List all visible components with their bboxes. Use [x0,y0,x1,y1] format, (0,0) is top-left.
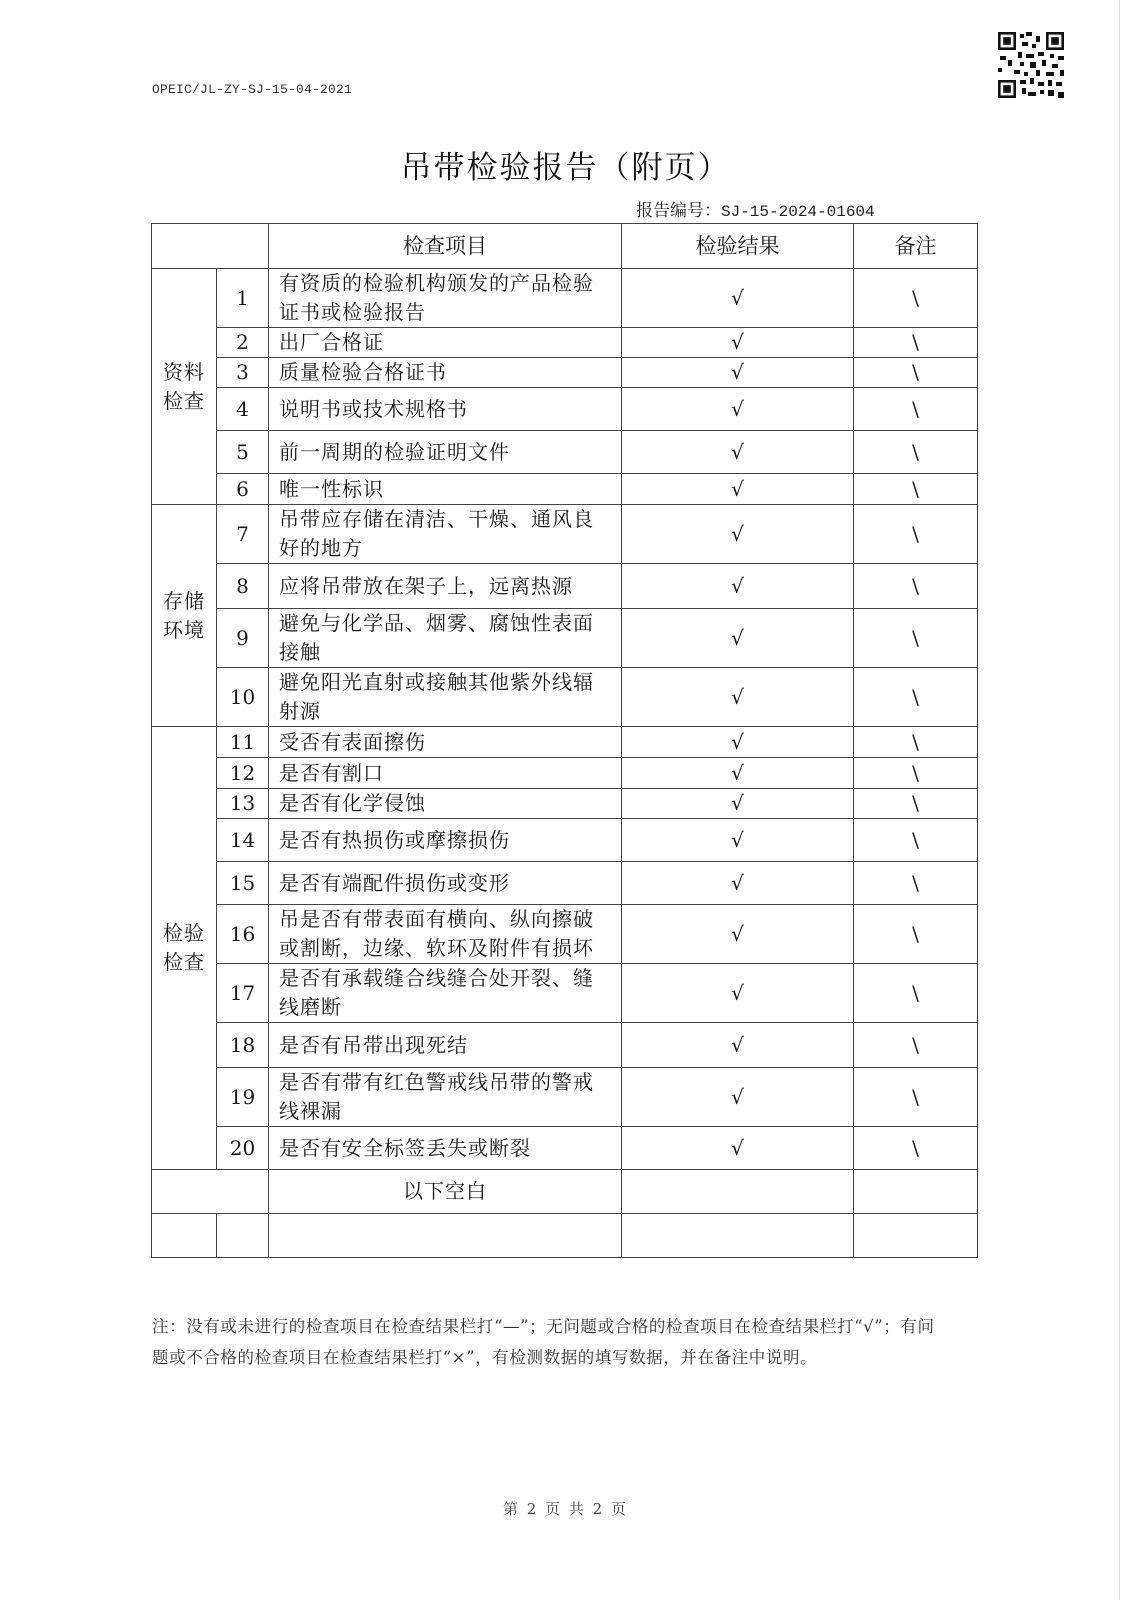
table-row [152,862,978,905]
table-row [152,388,978,431]
result-cell: √ [622,431,854,474]
blank-cell [622,1214,854,1258]
table-row [152,505,978,564]
table-row [152,269,978,328]
row-number: 16 [217,905,269,964]
row-number: 15 [217,862,269,905]
remark-cell: \ [854,505,978,564]
result-cell: √ [622,862,854,905]
remark-cell: \ [854,564,978,609]
item-text: 前一周期的检验证明文件 [269,431,622,474]
remark-cell: \ [854,609,978,668]
item-text: 是否有吊带出现死结 [269,1023,622,1068]
category-cell: 检验检查 [152,727,217,1170]
remark-cell: \ [854,727,978,758]
item-text: 是否有承载缝合线缝合处开裂、缝线磨断 [269,964,622,1023]
remark-cell: \ [854,388,978,431]
blank-cell [622,1170,854,1214]
row-number: 5 [217,431,269,474]
item-text: 是否有热损伤或摩擦损伤 [269,819,622,862]
row-number: 18 [217,1023,269,1068]
category-cell: 资料检查 [152,269,217,505]
table-row [152,358,978,388]
table-row [152,758,978,789]
item-text: 吊带应存储在清洁、干燥、通风良好的地方 [269,505,622,564]
item-text: 是否有化学侵蚀 [269,789,622,819]
row-number: 13 [217,789,269,819]
row-number: 12 [217,758,269,789]
row-number: 3 [217,358,269,388]
row-number: 2 [217,328,269,358]
row-number: 19 [217,1068,269,1127]
table-row [152,609,978,668]
blank-cell [854,1214,978,1258]
blank-row [152,1170,978,1214]
report-number-label: 报告编号： [636,201,721,221]
result-cell: √ [622,964,854,1023]
result-cell: √ [622,269,854,328]
table-row [152,789,978,819]
item-text: 是否有安全标签丢失或断裂 [269,1127,622,1170]
inspection-table [151,223,978,1258]
result-cell: √ [622,1023,854,1068]
remark-cell: \ [854,862,978,905]
table-row [152,819,978,862]
result-cell: √ [622,505,854,564]
blank-cell [217,1214,269,1258]
table-row [152,964,978,1023]
item-text: 受否有表面擦伤 [269,727,622,758]
item-text: 是否有端配件损伤或变形 [269,862,622,905]
qr-code-icon [998,32,1064,98]
table-row [152,668,978,727]
page-edge-line [1119,0,1120,1600]
row-number: 7 [217,505,269,564]
table-row [152,431,978,474]
item-text: 说明书或技术规格书 [269,388,622,431]
table-row [152,1023,978,1068]
remark-cell: \ [854,358,978,388]
category-cell: 存储环境 [152,505,217,727]
page-footer: 第 2 页 共 2 页 [503,1500,628,1518]
header-item: 检查项目 [269,224,622,269]
blank-row [152,1214,978,1258]
report-number-value: SJ-15-2024-01604 [721,203,875,221]
footnote: 注：没有或未进行的检查项目在检查结果栏打“—”；无问题或合格的检查项目在检查结果栏打“√”；有问题或不合格的检查项目在检查结果栏打“×”，有检测数据的填写数据，并在备注中说明。 [152,1317,935,1367]
item-text: 避免与化学品、烟雾、腐蚀性表面接触 [269,609,622,668]
remark-cell: \ [854,668,978,727]
table-header-row [152,224,978,269]
document-code: OPEIC/JL-ZY-SJ-15-04-2021 [152,82,353,97]
table-row [152,474,978,505]
row-number: 20 [217,1127,269,1170]
blank-cell [854,1170,978,1214]
table-row [152,1127,978,1170]
item-text: 唯一性标识 [269,474,622,505]
header-result: 检验结果 [622,224,854,269]
row-number: 9 [217,609,269,668]
result-cell: √ [622,474,854,505]
result-cell: √ [622,388,854,431]
item-text: 有资质的检验机构颁发的产品检验证书或检验报告 [269,269,622,328]
table-row [152,328,978,358]
blank-cell [152,1170,269,1214]
remark-cell: \ [854,1127,978,1170]
row-number: 1 [217,269,269,328]
remark-cell: \ [854,474,978,505]
row-number: 4 [217,388,269,431]
result-cell: √ [622,328,854,358]
remark-cell: \ [854,964,978,1023]
header-remark: 备注 [854,224,978,269]
result-cell: √ [622,609,854,668]
row-number: 14 [217,819,269,862]
row-number: 11 [217,727,269,758]
result-cell: √ [622,668,854,727]
item-text: 应将吊带放在架子上，远离热源 [269,564,622,609]
result-cell: √ [622,727,854,758]
blank-row-text: 以下空白 [269,1170,622,1214]
item-text: 是否有带有红色警戒线吊带的警戒线裸漏 [269,1068,622,1127]
blank-cell [152,1214,217,1258]
remark-cell: \ [854,431,978,474]
item-text: 是否有割口 [269,758,622,789]
row-number: 8 [217,564,269,609]
item-text: 出厂合格证 [269,328,622,358]
result-cell: √ [622,758,854,789]
header-category-cell [152,224,269,269]
remark-cell: \ [854,1068,978,1127]
remark-cell: \ [854,789,978,819]
table-row [152,905,978,964]
item-text: 质量检验合格证书 [269,358,622,388]
remark-cell: \ [854,905,978,964]
table-row [152,727,978,758]
blank-cell [269,1214,622,1258]
item-text: 避免阳光直射或接触其他紫外线辐射源 [269,668,622,727]
remark-cell: \ [854,269,978,328]
table-row [152,1068,978,1127]
table-row [152,564,978,609]
result-cell: √ [622,789,854,819]
result-cell: √ [622,1068,854,1127]
result-cell: √ [622,905,854,964]
row-number: 10 [217,668,269,727]
item-text: 吊是否有带表面有横向、纵向擦破或割断，边缘、软环及附件有损坏 [269,905,622,964]
remark-cell: \ [854,1023,978,1068]
result-cell: √ [622,564,854,609]
page-title: 吊带检验报告（附页） [400,150,731,186]
row-number: 17 [217,964,269,1023]
report-number [636,196,875,221]
remark-cell: \ [854,758,978,789]
result-cell: √ [622,819,854,862]
row-number: 6 [217,474,269,505]
result-cell: √ [622,358,854,388]
result-cell: √ [622,1127,854,1170]
remark-cell: \ [854,819,978,862]
remark-cell: \ [854,328,978,358]
